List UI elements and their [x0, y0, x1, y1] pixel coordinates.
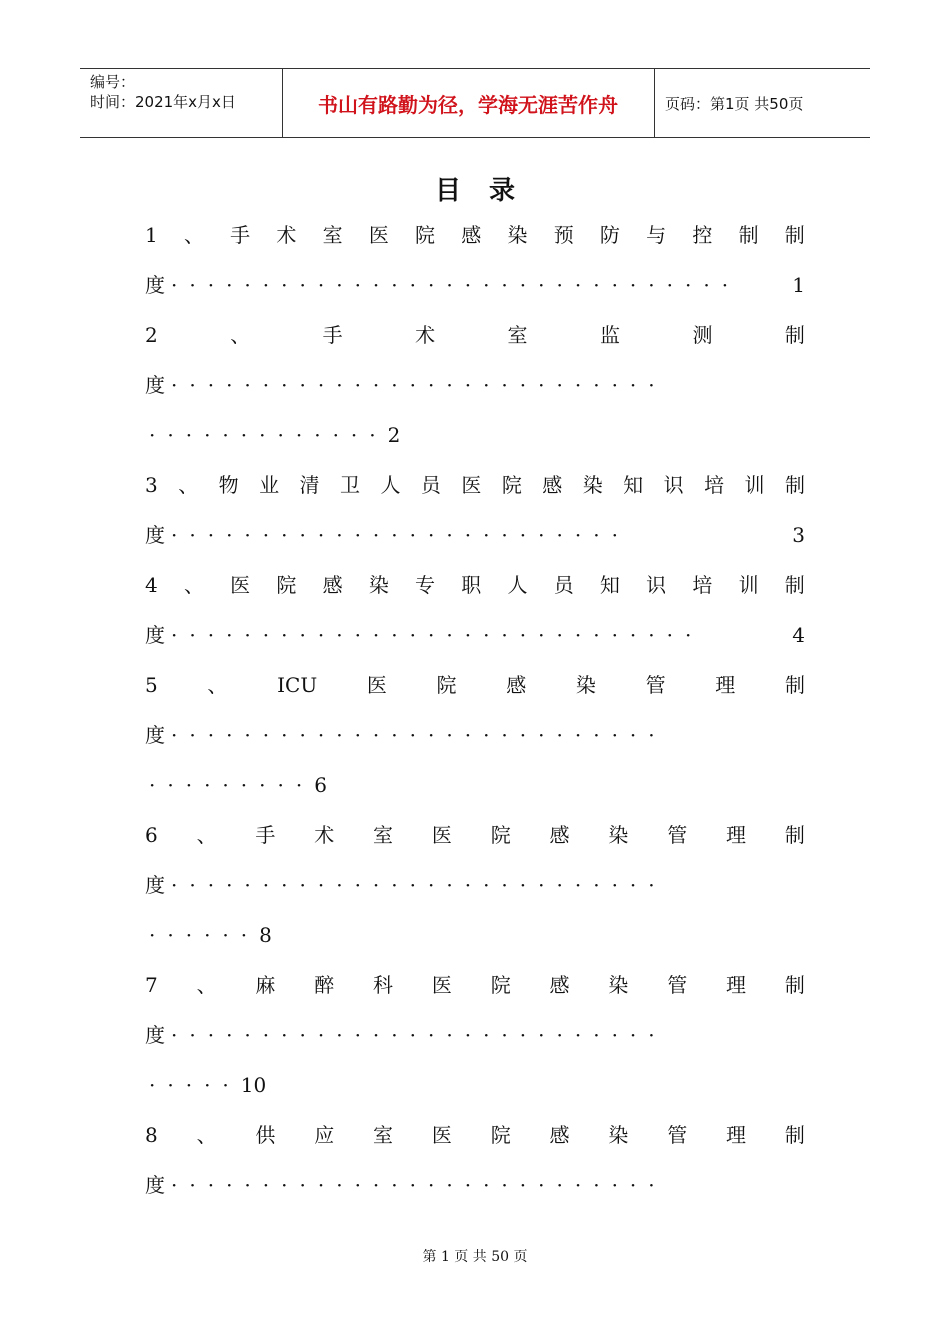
toc-entry-char: 制 — [784, 223, 805, 247]
toc-entry-leader[interactable] — [145, 270, 805, 300]
toc-entry-char: 测 — [692, 323, 713, 347]
toc-entry-leader[interactable] — [145, 1020, 805, 1050]
toc-entry-char: 、 — [183, 223, 204, 247]
toc-entry-char: 感 — [549, 823, 570, 847]
toc-entry-char: 8 — [145, 1123, 158, 1147]
toc-entry-char: 、 — [230, 323, 251, 347]
toc-entry-char: 培 — [704, 473, 725, 497]
toc-page-number: 1 — [792, 273, 805, 297]
header-meta-cell — [80, 69, 283, 137]
toc-entry-char: 室 — [322, 223, 343, 247]
dot-leader: ······ — [149, 923, 260, 947]
toc-entry-char: 染 — [575, 673, 596, 697]
toc-entry-char: 感 — [542, 473, 563, 497]
toc-title: 目录 — [434, 176, 543, 206]
toc-entry-char: 物 — [218, 473, 239, 497]
toc-entry-char: 6 — [145, 823, 158, 847]
toc-entry-tail: 度 — [145, 873, 165, 897]
toc-entry-leader[interactable] — [145, 1170, 805, 1200]
toc-entry-tail: 度 — [145, 723, 165, 747]
toc-entry-char: 识 — [646, 573, 667, 597]
toc-entry-char: 业 — [259, 473, 280, 497]
toc-entry-char: 感 — [461, 223, 482, 247]
toc-entry-char: 医 — [431, 1123, 452, 1147]
toc-entry-char: 院 — [490, 823, 511, 847]
toc-entry-char: 训 — [744, 473, 765, 497]
toc-page-number: 2 — [387, 423, 401, 447]
toc-entry-char: 染 — [608, 823, 629, 847]
toc-entry-char: 与 — [646, 223, 667, 247]
dot-leader: ········· — [149, 773, 315, 797]
toc-entry-title[interactable] — [145, 820, 805, 850]
toc-entry-tail: 度 — [145, 1023, 165, 1047]
toc-entry-char: 院 — [415, 223, 436, 247]
toc-entry-title[interactable] — [145, 320, 805, 350]
toc-entry-char: 制 — [784, 1123, 805, 1147]
toc-page-number: 8 — [259, 923, 272, 947]
toc-entry-char: 制 — [784, 823, 805, 847]
dot-leader: ············· — [149, 423, 388, 447]
toc-entry-leader[interactable] — [145, 870, 805, 900]
toc-entry-title[interactable] — [145, 570, 805, 600]
toc-entry-char: 术 — [314, 823, 335, 847]
toc-entry-leader[interactable] — [145, 370, 805, 400]
toc-entry-char: 科 — [373, 973, 394, 997]
toc-entry-char: 染 — [507, 223, 528, 247]
header-page-info: 页码：第1页 共50页 — [665, 94, 804, 113]
toc-entry-tail: 度 — [145, 273, 165, 297]
toc-page-number: 3 — [792, 523, 805, 547]
toc-entry-char: 染 — [608, 1123, 629, 1147]
toc-entry-char: 染 — [608, 973, 629, 997]
toc-entry-char: 医 — [431, 823, 452, 847]
toc-entry-char: 理 — [726, 823, 747, 847]
toc-entry-char: 2 — [145, 323, 158, 347]
toc-entry-char: 室 — [507, 323, 528, 347]
toc-entry-leader-continued[interactable] — [145, 920, 805, 950]
header-motto: 书山有路勤为径，学海无涯苦作舟 — [282, 69, 655, 137]
toc-entry-char: 监 — [600, 323, 620, 347]
toc-entry-char: 防 — [599, 223, 620, 247]
toc-entry-char: 培 — [692, 573, 713, 597]
toc-entry-leader-continued[interactable] — [145, 1070, 805, 1100]
toc-entry-char: 管 — [645, 673, 666, 697]
toc-entry-char: 员 — [553, 573, 574, 597]
toc-entry-char: 员 — [420, 473, 441, 497]
toc-entry-char: 1 — [145, 223, 158, 247]
toc-entry-tail: 度 — [145, 1173, 165, 1197]
toc-entry-leader-continued[interactable] — [145, 770, 805, 800]
toc-entry-char: 训 — [738, 573, 759, 597]
toc-entry-title[interactable] — [145, 670, 805, 700]
toc-entry-char: 感 — [549, 1123, 570, 1147]
dot-leader: ························· — [171, 523, 630, 547]
dot-leader: ··························· — [171, 1023, 667, 1047]
toc-entry-char: 职 — [461, 573, 482, 597]
toc-entry-char: 院 — [436, 673, 457, 697]
toc-entry-char: 预 — [553, 223, 574, 247]
dot-leader: ··························· — [171, 873, 667, 897]
toc-entry-char: 供 — [255, 1123, 276, 1147]
toc-entry-char: 应 — [314, 1123, 335, 1147]
toc-entry-char: 院 — [276, 573, 297, 597]
toc-entry-char: 理 — [726, 1123, 747, 1147]
toc-page-number: 4 — [792, 623, 805, 647]
toc-entry-char: 院 — [490, 973, 511, 997]
toc-entry-char: 感 — [506, 673, 527, 697]
toc-entry-char: 、 — [207, 673, 228, 697]
toc-entry-char: 管 — [667, 1123, 688, 1147]
toc-entry-char: 、 — [183, 573, 204, 597]
toc-entry-char: 清 — [299, 473, 320, 497]
toc-entry-char: 医 — [368, 223, 389, 247]
toc-entry-char: 知 — [623, 473, 644, 497]
toc-entry-char: 感 — [549, 973, 570, 997]
toc-entry-char: 术 — [276, 223, 297, 247]
toc-entry-leader[interactable] — [145, 520, 805, 550]
page-footer: 第 1 页 共 50 页 — [422, 1249, 528, 1265]
toc-entry-char: 手 — [230, 223, 251, 247]
header-table — [80, 68, 870, 138]
toc-entry-char: 麻 — [255, 973, 276, 997]
dot-leader: ······························· — [171, 273, 741, 297]
toc-entry-char: 理 — [726, 973, 747, 997]
toc-entry-tail: 度 — [145, 623, 165, 647]
toc-entry-char: 院 — [501, 473, 522, 497]
toc-entry-leader[interactable] — [145, 620, 805, 650]
toc-entry-char: 管 — [667, 823, 688, 847]
toc-entry-char: 手 — [322, 323, 343, 347]
number-label: 编号： — [90, 73, 136, 91]
toc-entry-char: 染 — [582, 473, 603, 497]
toc-entry-char: 人 — [507, 573, 528, 597]
toc-entry-tail: 度 — [145, 373, 165, 397]
toc-entry-char: 、 — [196, 1123, 217, 1147]
toc-entry-char: ICU — [277, 673, 318, 697]
toc-entry-char: 4 — [145, 573, 158, 597]
toc-entry-char: 理 — [715, 673, 736, 697]
dot-leader: ··························· — [171, 723, 667, 747]
toc-entry-char: 感 — [322, 573, 343, 597]
dot-leader: ····· — [149, 1073, 241, 1097]
toc-entry-char: 知 — [599, 573, 620, 597]
time-label: 时间：2021年x月x日 — [90, 93, 236, 111]
toc-entry-leader-continued[interactable] — [145, 420, 805, 450]
toc-entry-char: 3 — [145, 473, 158, 497]
toc-entry-title[interactable] — [145, 1120, 805, 1150]
toc-entry-char: 、 — [196, 973, 217, 997]
toc-entry-char: 院 — [490, 1123, 511, 1147]
toc-page-number: 10 — [240, 1073, 267, 1097]
toc-entry-char: 医 — [461, 473, 482, 497]
toc-entry-title[interactable] — [145, 470, 805, 500]
toc-entry-char: 卫 — [340, 473, 360, 497]
toc-entry-title[interactable] — [145, 970, 805, 1000]
dot-leader: ····························· — [171, 623, 704, 647]
toc-entry-char: 识 — [663, 473, 684, 497]
toc-entry-char: 制 — [784, 673, 805, 697]
toc-entry-char: 手 — [255, 823, 276, 847]
toc-entry-leader[interactable] — [145, 720, 805, 750]
toc-entry-char: 术 — [415, 323, 436, 347]
toc-entry-char: 人 — [380, 473, 401, 497]
toc-page-number: 6 — [314, 773, 327, 797]
dot-leader: ··························· — [171, 373, 667, 397]
toc-entry-char: 制 — [784, 323, 805, 347]
toc-entry-title[interactable] — [145, 220, 805, 250]
toc-entry-char: 制 — [784, 973, 805, 997]
toc-entry-char: 7 — [145, 973, 158, 997]
toc-entry-char: 室 — [373, 1123, 394, 1147]
toc-entry-char: 医 — [230, 573, 251, 597]
toc-entry-char: 医 — [431, 973, 452, 997]
toc-entry-char: 制 — [784, 473, 805, 497]
toc-entry-char: 制 — [738, 223, 759, 247]
toc-entry-char: 醉 — [314, 973, 335, 997]
toc-entry-char: 、 — [196, 823, 217, 847]
toc-entry-char: 室 — [373, 823, 394, 847]
toc-entry-char: 、 — [178, 473, 199, 497]
toc-entry-char: 管 — [667, 973, 688, 997]
toc-entry-char: 5 — [145, 673, 158, 697]
toc-entry-char: 控 — [692, 223, 713, 247]
toc-entry-char: 染 — [368, 573, 389, 597]
toc-entry-char: 专 — [415, 573, 436, 597]
toc-entry-char: 制 — [784, 573, 805, 597]
toc-entry-tail: 度 — [145, 523, 165, 547]
toc-entry-char: 医 — [366, 673, 387, 697]
dot-leader: ··························· — [171, 1173, 667, 1197]
